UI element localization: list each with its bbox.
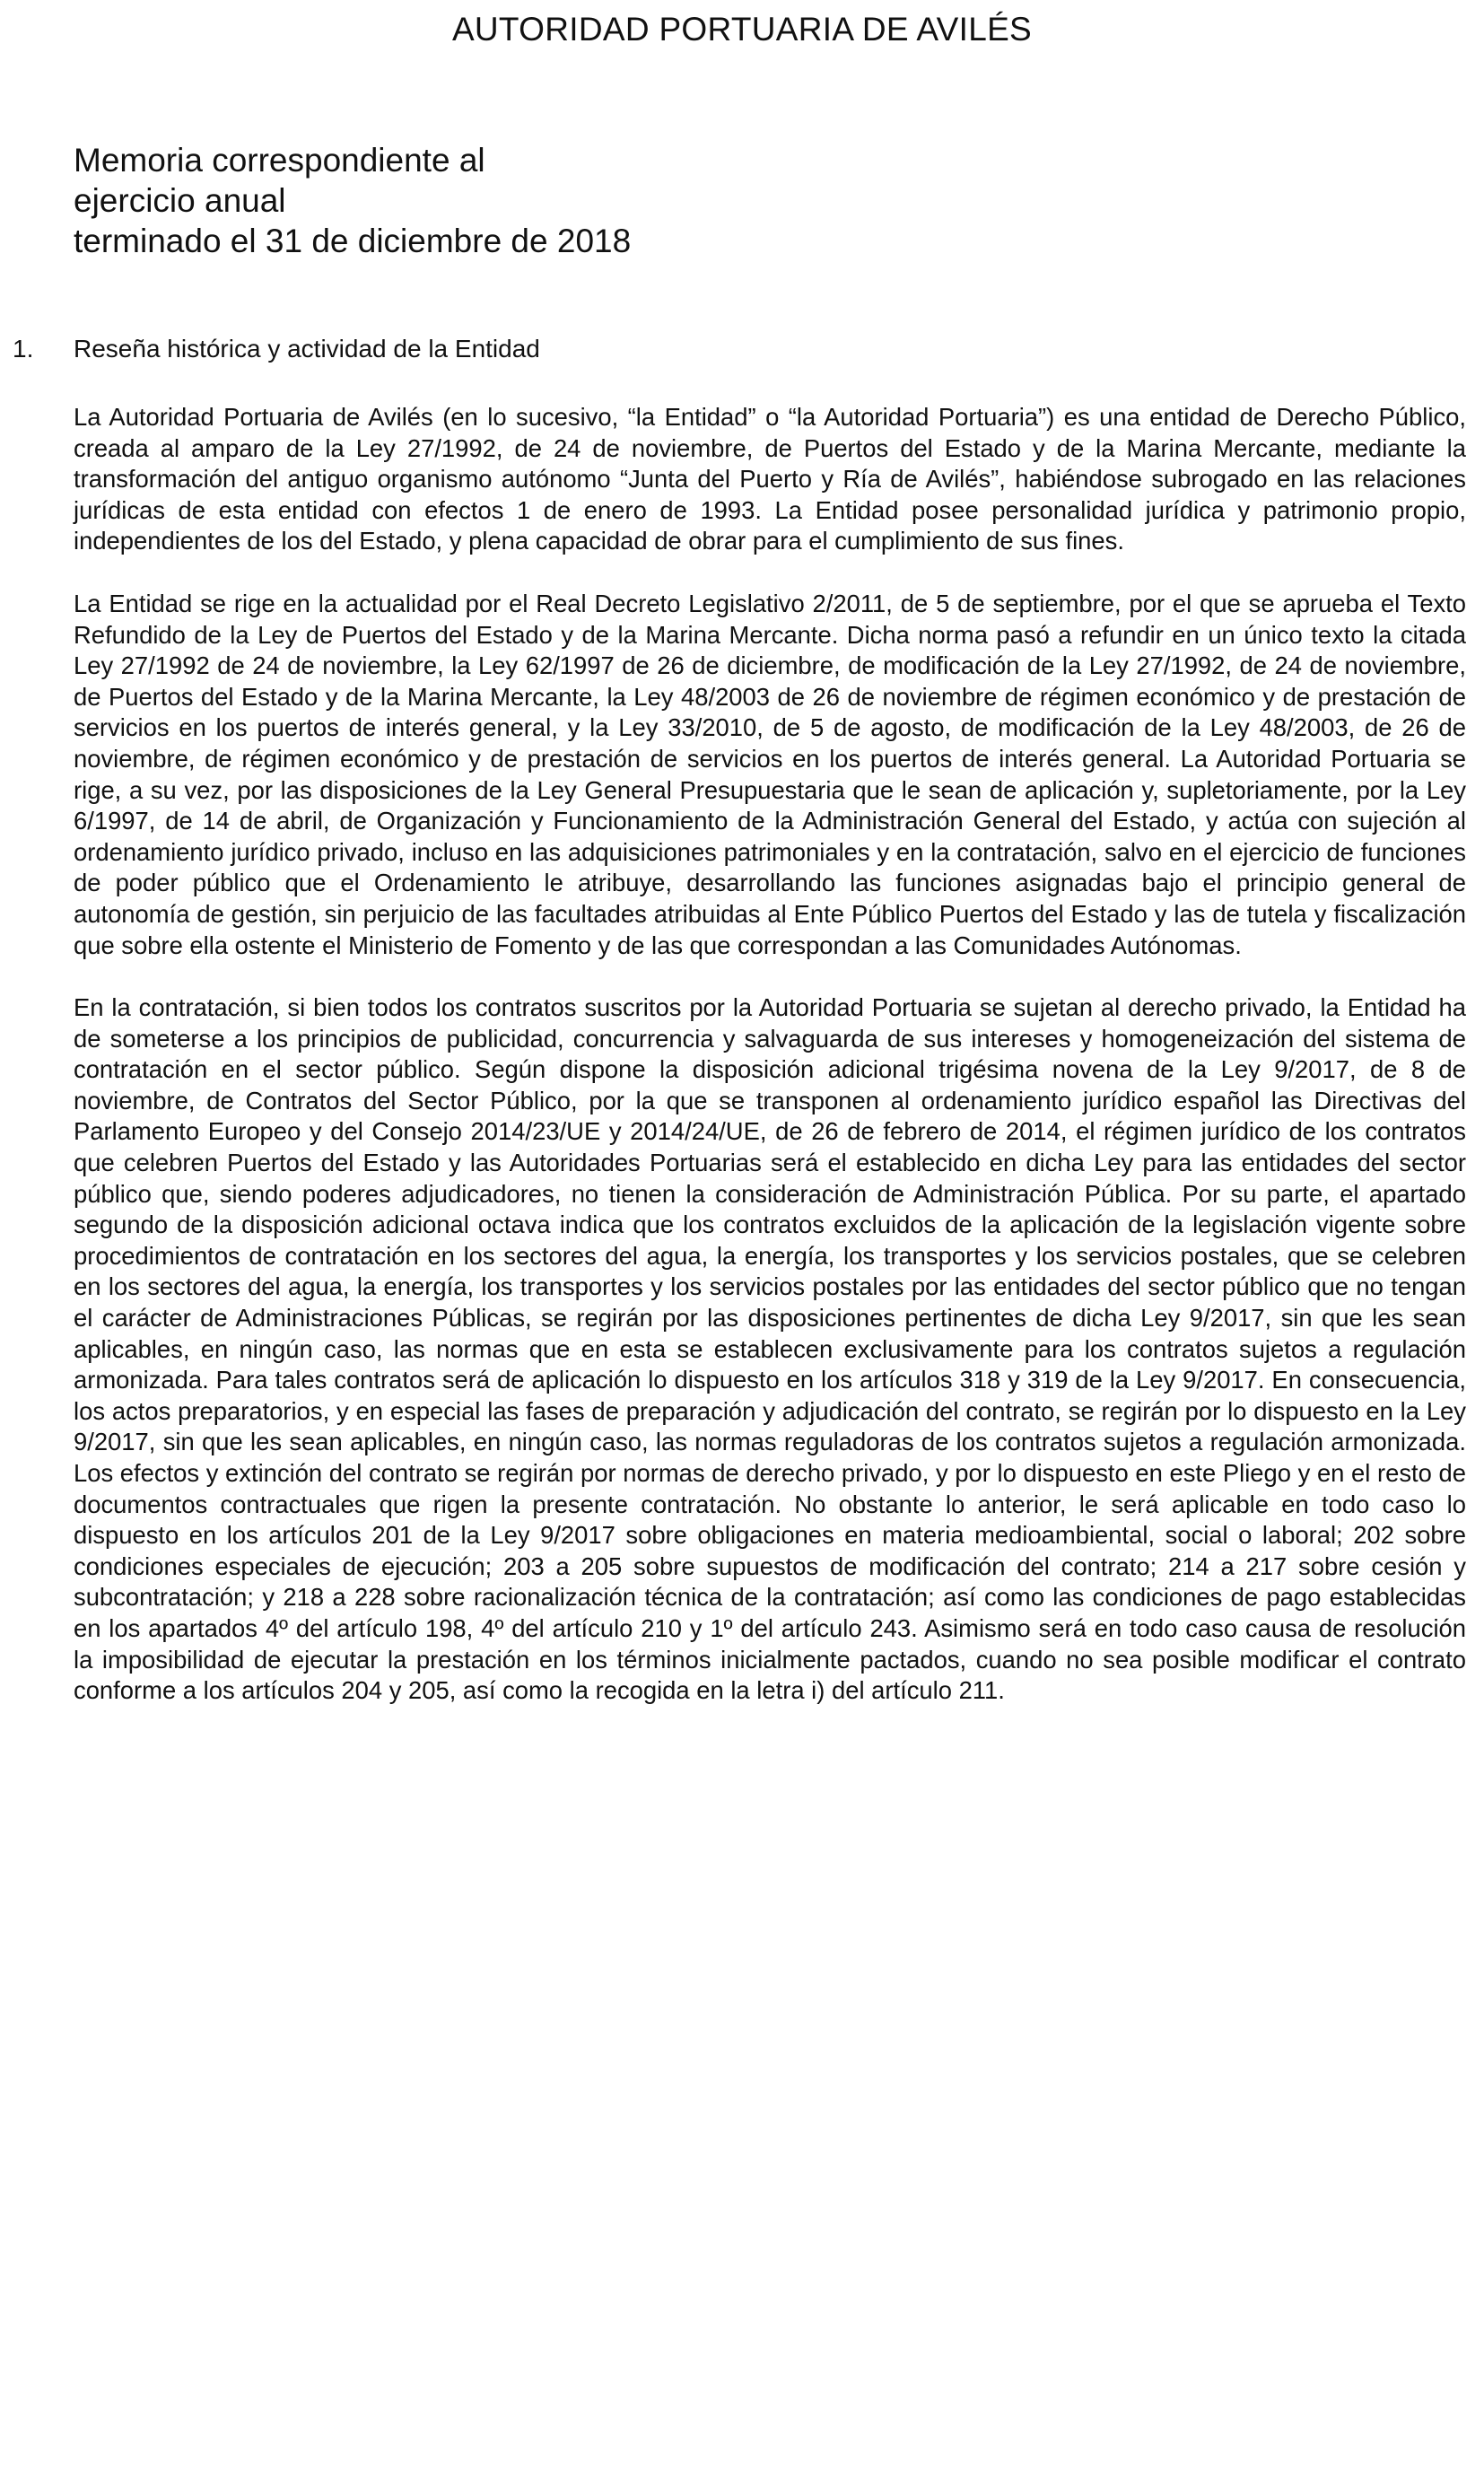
report-title — [74, 140, 631, 261]
paragraph: La Autoridad Portuaria de Avilés (en lo sucesivo, “la Entidad” o “la Autoridad Portuaria”) es una entidad de Derecho Público, creada al amparo de la Ley 27/1992, de 24 de noviembre, de Puertos del Estado y de la Marina Mercante, mediante la transformación del antiguo organismo autónomo “Junta del Puerto y Ría de Avilés”, habiéndose subrogado en las relaciones jurídicas de esta entidad con efectos 1 de enero de 1993. La Entidad posee personalidad jurídica y patrimonio propio, independientes de los del Estado, y plena capacidad de obrar para el cumplimiento de sus fines. — [74, 403, 1466, 555]
section-number: 1. — [13, 335, 34, 363]
document-header: AUTORIDAD PORTUARIA DE AVILÉS — [451, 11, 1033, 48]
report-title-line: terminado el 31 de diciembre de 2018 — [74, 223, 632, 259]
section-title: Reseña histórica y actividad de la Entidad — [74, 335, 540, 363]
report-title-line: Memoria correspondiente al — [74, 142, 485, 179]
section-body — [74, 402, 1466, 1738]
section-heading — [13, 334, 1448, 364]
report-title-line: ejercicio anual — [74, 182, 286, 219]
paragraph: En la contratación, si bien todos los contratos suscritos por la Autoridad Portuaria se sujetan al derecho privado, la Entidad ha de someterse a los principios de publicidad, concurrencia y salvaguarda de sus intereses y homogeneización del sistema de contratación en el sector público. Según dispone la disposición adicional trigésima novena de la Ley 9/2017, de 8 de noviembre, de Contratos del Sector Público, por la que se transponen al ordenamiento jurídico español las Directivas del Parlamento Europeo y del Consejo 2014/23/UE y 2014/24/UE, de 26 de febrero de 2014, el régimen jurídico de los contratos que celebren Puertos del Estado y las Autoridades Portuarias será el establecido en dicha Ley para las entidades del sector público que, siendo poderes adjudicadores, no tienen la consideración de Administración Pública. Por su parte, el apartado segundo de la disposición adicional octava indica que los contratos excluidos de la aplicación de la legislación vigente sobre procedimientos de contratación en los sectores del agua, la energía, los transportes y los servicios postales, que se celebren en los sectores del agua, la energía, los transportes y los servicios postales por las entidades del sector público que no tengan el carácter de Administraciones Públicas, se regirán por las disposiciones pertinentes de dicha Ley 9/2017, sin que les sean aplicables, en ningún caso, las normas que en esta se establecen exclusivamente para los contratos sujetos a regulación armonizada. Para tales contratos será de aplicación lo dispuesto en los artículos 318 y 319 de la Ley 9/2017. En consecuencia, los actos preparatorios, y en especial las fases de preparación y adjudicación del contrato, se regirán por lo dispuesto en la Ley 9/2017, sin que les sean aplicables, en ningún caso, las normas reguladoras de los contratos sujetos a regulación armonizada. Los efectos y extinción del contrato se regirán por normas de derecho privado, y por lo dispuesto en este Pliego y en el resto de documentos contractuales que rigen la presente contratación. No obstante lo anterior, le será aplicable en todo caso lo dispuesto en los artículos 201 de la Ley 9/2017 sobre obligaciones en materia medioambiental, social o laboral; 202 sobre condiciones especiales de ejecución; 203 a 205 sobre supuestos de modificación del contrato; 214 a 217 sobre cesión y subcontratación; y 218 a 228 sobre racionalización técnica de la contratación; así como las condiciones de pago establecidas en los apartados 4º del artículo 198, 4º del artículo 210 y 1º del artículo 243. Asimismo será en todo caso causa de resolución la imposibilidad de ejecutar la prestación en los términos inicialmente pactados, cuando no sea posible modificar el contrato conforme a los artículos 204 y 205, así como la recogida en la letra i) del artículo 211. — [74, 993, 1466, 1705]
paragraph: La Entidad se rige en la actualidad por el Real Decreto Legislativo 2/2011, de 5 de septiembre, por el que se aprueba el Texto Refundido de la Ley de Puertos del Estado y de la Marina Mercante. Dicha norma pasó a refundir en un único texto la citada Ley 27/1992 de 24 de noviembre, la Ley 62/1997 de 26 de diciembre, de modificación de la Ley 27/1992, de 24 de noviembre, de Puertos del Estado y de la Marina Mercante, la Ley 48/2003 de 26 de noviembre de régimen económico y de prestación de servicios en los puertos de interés general, y la Ley 33/2010, de 5 de agosto, de modificación de la Ley 48/2003, de 26 de noviembre, de régimen económico y de prestación de servicios en los puertos de interés general. La Autoridad Portuaria se rige, a su vez, por las disposiciones de la Ley General Presupuestaria que le sean de aplicación y, supletoriamente, por la Ley 6/1997, de 14 de abril, de Organización y Funcionamiento de la Administración General del Estado, y actúa con sujeción al ordenamiento jurídico privado, incluso en las adquisiciones patrimoniales y en la contratación, salvo en el ejercicio de funciones de poder público que el Ordenamiento le atribuye, desarrollando las funciones asignadas bajo el principio general de autonomía de gestión, sin perjuicio de las facultades atribuidas al Ente Público Puertos del Estado y las de tutela y fiscalización que sobre ella ostente el Ministerio de Fomento y de las que correspondan a las Comunidades Autónomas. — [74, 589, 1466, 959]
